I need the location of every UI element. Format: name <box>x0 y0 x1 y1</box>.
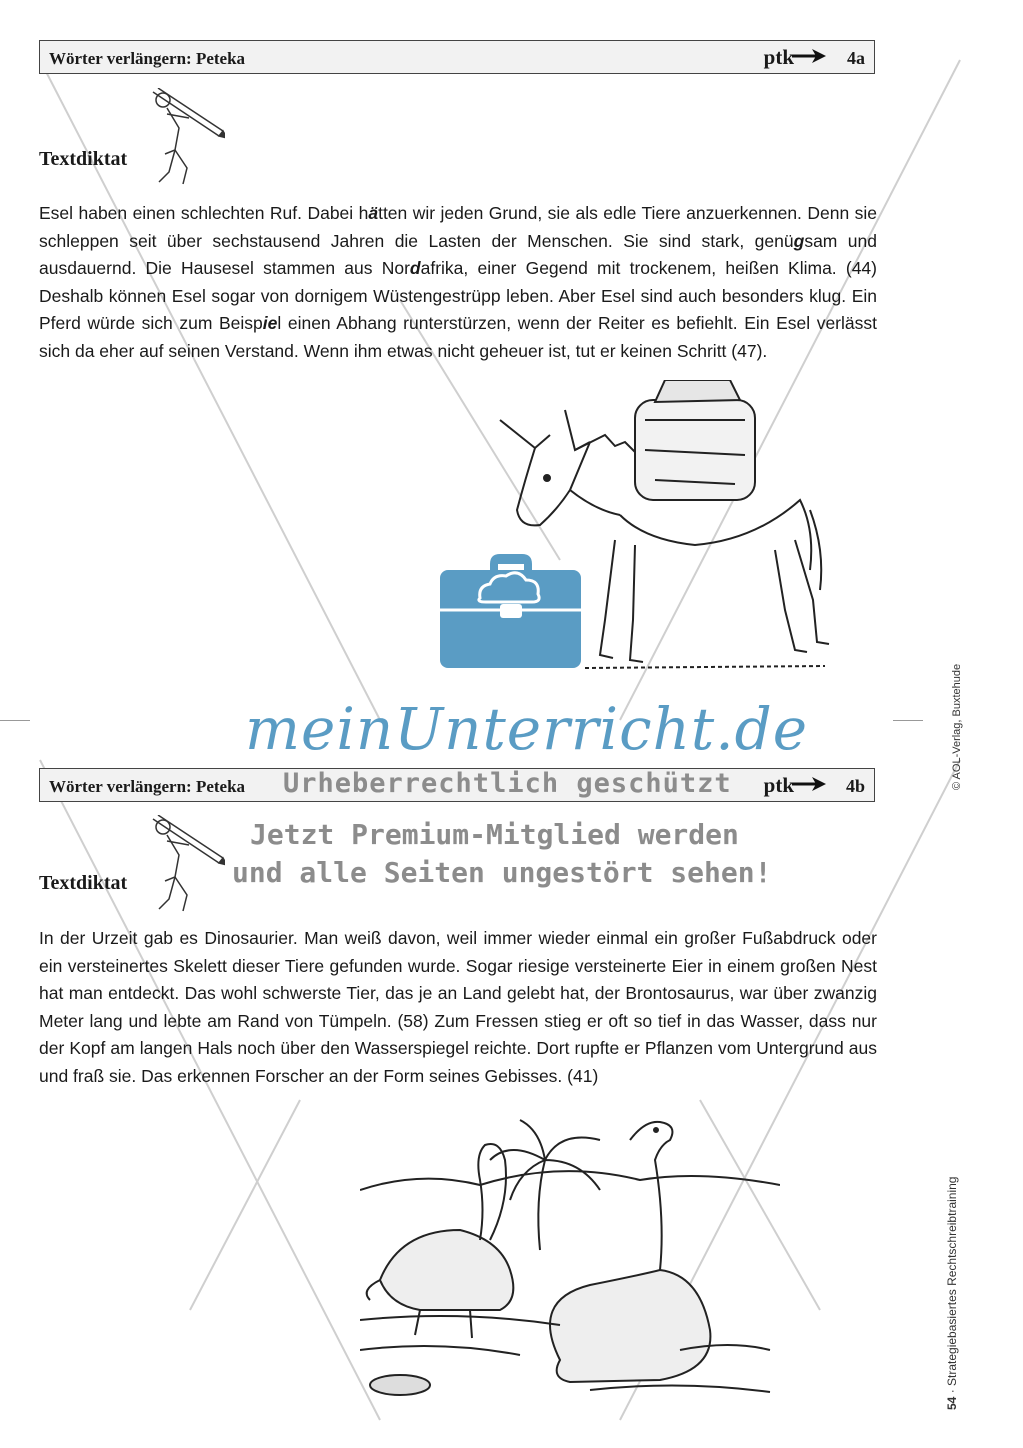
card-a-heading: Textdiktat <box>39 148 128 170</box>
page-number: 54 <box>945 1396 959 1410</box>
card-b-heading: Textdiktat <box>39 872 128 894</box>
sidebar-copyright: © AOL-Verlag, Buxtehude <box>951 663 963 790</box>
watermark-premium-line1: Jetzt Premium-Mitglied werden <box>250 818 739 851</box>
briefcase-cloud-icon <box>438 552 583 670</box>
card-a-header <box>39 40 875 74</box>
watermark-premium-line2: und alle Seiten ungestört sehen! <box>232 856 772 889</box>
arrow-right-icon <box>792 777 826 791</box>
card-b-title: Wörter verlängern: Peteka <box>49 777 246 796</box>
card-a-number: 4a <box>847 48 865 68</box>
watermark-copyright-line: Urheberrechtlich geschützt <box>283 768 732 799</box>
card-b-code: ptk <box>763 773 794 797</box>
pencil-boy-icon <box>145 88 225 188</box>
card-b-number: 4b <box>845 776 865 796</box>
card-a-text: Esel haben einen schlechten Ruf. Dabei hätten wir jeden Grund, sie als edle Tiere anzuerkennen. Denn sie schleppen seit über sechstausend Jahren die Lasten der Menschen. Sie sind stark, genügsam und ausdauernd. Die Hausesel stammen aus Nordafrika, einer Gegend mit trockenem, heißen Klima. (44) Deshalb können Esel sogar von dornigem Wüstengestrüpp leben. Aber Esel sind auch besonders klug. Ein Pferd würde sich zum Beispiel einen Abhang runterstürzen, wenn der Reiter es befiehlt. Ein Esel verlässt sich da eher auf seinen Verstand. Wenn ihm etwas nicht geheuer ist, tut er keinen Schritt (47). <box>39 203 878 361</box>
card-b-text: In der Urzeit gab es Dinosaurier. Man weiß davon, weil immer wieder einmal ein großer Fußabdruck oder ein versteinertes Skelett dieser Tiere gefunden wurde. Sogar riesige versteinerte Eier in einem großen Nest hat man entdeckt. Das wohl schwerste Tier, das je an Land gelebt hat, der Brontosaurus, war über zwanzig Meter lang und lebte am Rand von Tümpeln. (58) Zum Fressen stieg er oft so tief in das Wasser, dass nur der Kopf am langen Hals noch über den Wasserspiegel reichte. Dort rupfte er Pflanzen vom Untergrund aus und fraß sie. Das erkennen Forscher an der Form seines Gebisses. (41) <box>39 928 877 1086</box>
card-a-title: Wörter verlängern: Peteka <box>49 49 246 68</box>
dinosaur-illustration <box>360 1100 780 1400</box>
pencil-boy-icon <box>145 815 225 915</box>
card-a-code: ptk <box>763 45 794 69</box>
book-title: · Strategiebasiertes Rechtschreibtraining <box>945 1176 959 1397</box>
sidebar-footer <box>945 1177 959 1410</box>
arrow-right-icon <box>792 49 826 63</box>
cut-mark-right <box>893 720 923 721</box>
cut-mark-left <box>0 720 30 721</box>
watermark-logo: meinUnterricht.de <box>245 695 809 763</box>
